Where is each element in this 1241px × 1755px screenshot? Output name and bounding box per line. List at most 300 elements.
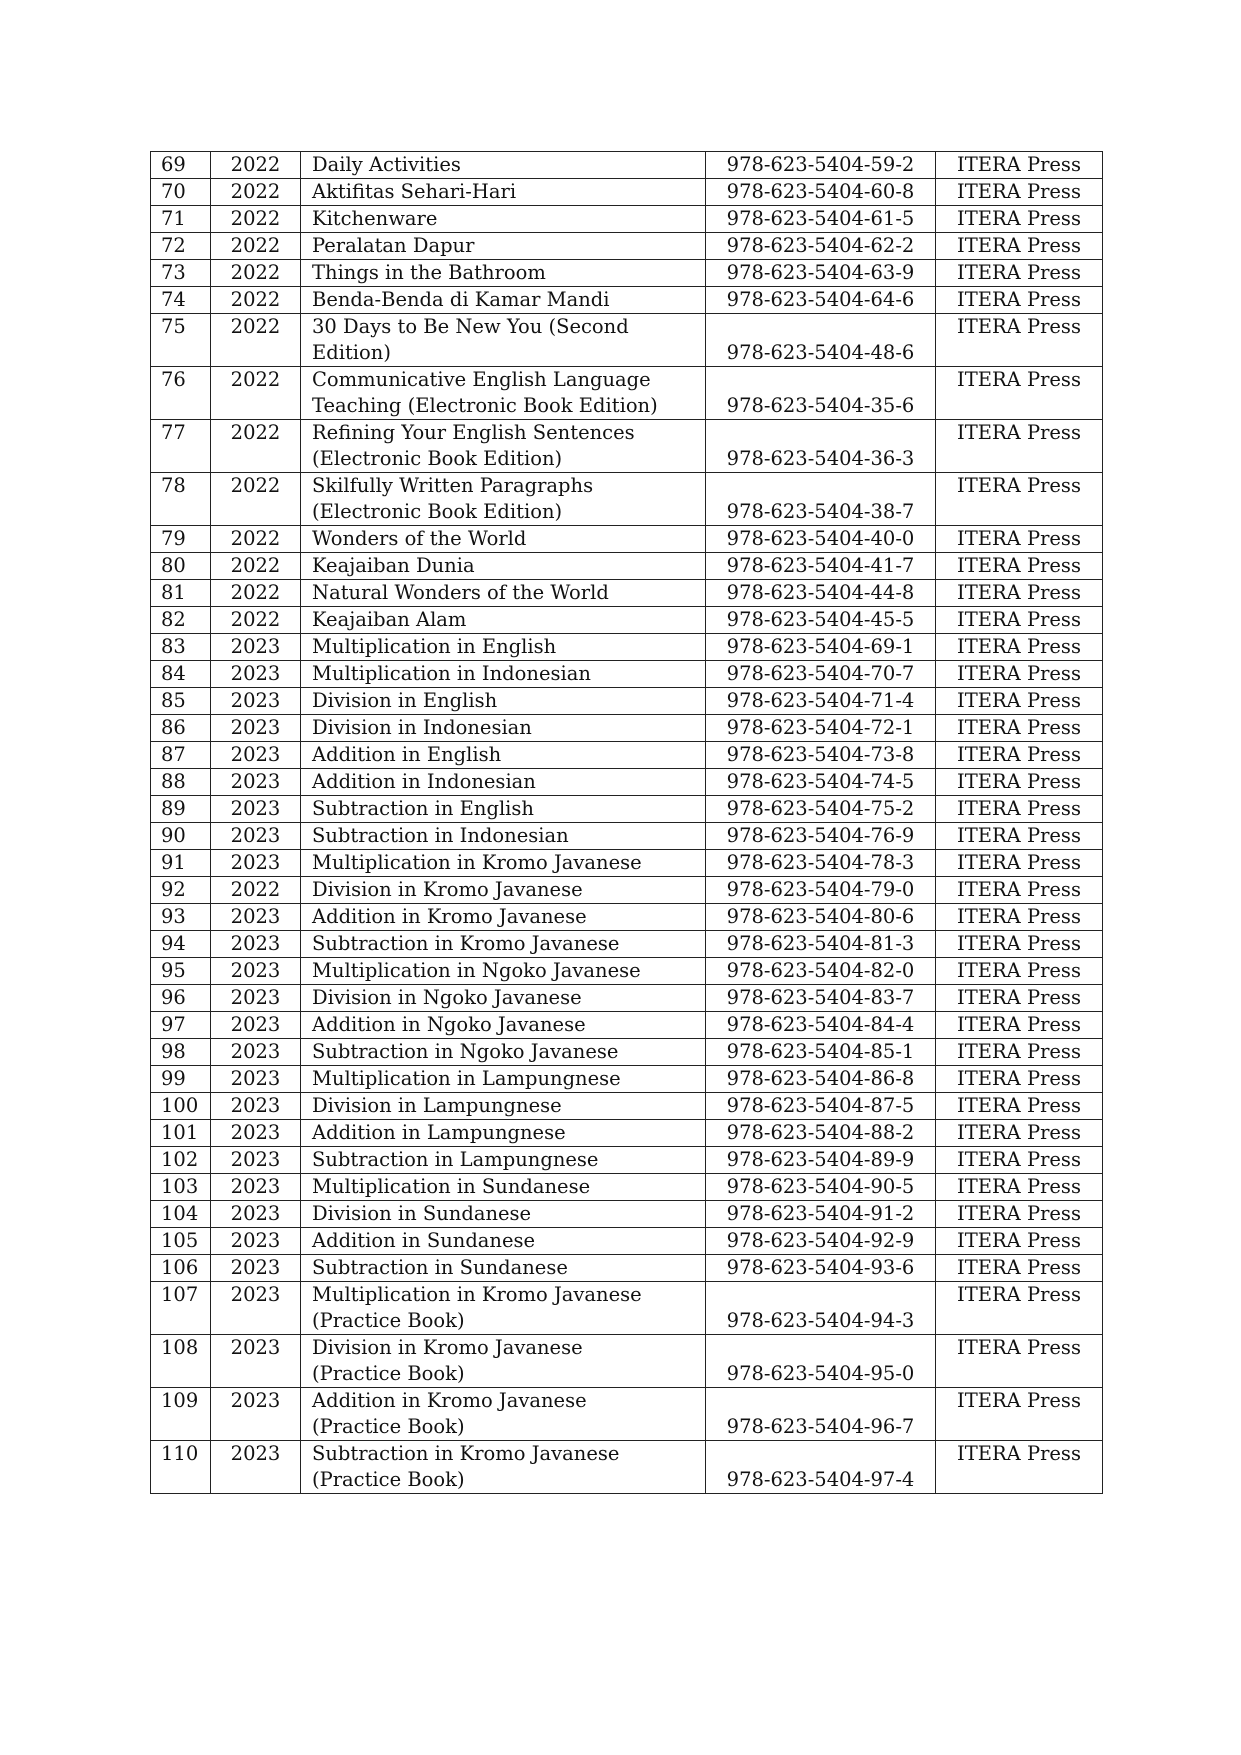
- table-row: [151, 769, 1103, 796]
- row-number-cell: 79: [151, 526, 211, 553]
- title-cell: [301, 931, 706, 958]
- publisher-cell: ITERA Press: [936, 634, 1103, 661]
- title-line: (Practice Book): [312, 1468, 465, 1491]
- isbn-cell: 978-623-5404-75-2: [706, 796, 936, 823]
- year-cell: 2022: [211, 877, 301, 904]
- table-row: [151, 985, 1103, 1012]
- title-line: Edition): [312, 341, 391, 364]
- year-cell: 2022: [211, 287, 301, 314]
- publisher-cell: ITERA Press: [936, 287, 1103, 314]
- publisher-cell: ITERA Press: [936, 1066, 1103, 1093]
- table-row: [151, 1228, 1103, 1255]
- title-line: Multiplication in Indonesian: [312, 662, 591, 685]
- publisher-cell: ITERA Press: [936, 260, 1103, 287]
- title-cell: [301, 1039, 706, 1066]
- title-line: Addition in Sundanese: [312, 1229, 536, 1252]
- row-number-cell: 86: [151, 715, 211, 742]
- table-row: [151, 367, 1103, 420]
- table-row: [151, 473, 1103, 526]
- table-row: [151, 904, 1103, 931]
- publisher-cell: ITERA Press: [936, 1120, 1103, 1147]
- title-line: Teaching (Electronic Book Edition): [312, 394, 658, 417]
- year-cell: 2023: [211, 931, 301, 958]
- title-cell: [301, 206, 706, 233]
- title-line: Daily Activities: [312, 153, 461, 176]
- year-cell: 2023: [211, 1066, 301, 1093]
- row-number-cell: 70: [151, 179, 211, 206]
- year-cell: 2023: [211, 1282, 301, 1335]
- year-cell: 2023: [211, 661, 301, 688]
- title-cell: [301, 367, 706, 420]
- title-line: (Practice Book): [312, 1415, 465, 1438]
- title-line: Division in Indonesian: [312, 716, 532, 739]
- title-line: (Practice Book): [312, 1362, 465, 1385]
- title-cell: [301, 314, 706, 367]
- row-number-cell: 76: [151, 367, 211, 420]
- title-line: Subtraction in Indonesian: [312, 824, 569, 847]
- title-cell: [301, 634, 706, 661]
- year-cell: 2023: [211, 1441, 301, 1494]
- publisher-cell: ITERA Press: [936, 769, 1103, 796]
- title-cell: [301, 1228, 706, 1255]
- isbn-cell: 978-623-5404-44-8: [706, 580, 936, 607]
- table-row: [151, 715, 1103, 742]
- year-cell: 2023: [211, 1147, 301, 1174]
- publisher-cell: ITERA Press: [936, 850, 1103, 877]
- row-number-cell: 87: [151, 742, 211, 769]
- title-cell: [301, 904, 706, 931]
- isbn-cell: 978-623-5404-73-8: [706, 742, 936, 769]
- row-number-cell: 92: [151, 877, 211, 904]
- table-row: [151, 233, 1103, 260]
- table-row: [151, 1388, 1103, 1441]
- year-cell: 2022: [211, 152, 301, 179]
- title-cell: [301, 233, 706, 260]
- year-cell: 2023: [211, 1012, 301, 1039]
- isbn-cell: 978-623-5404-88-2: [706, 1120, 936, 1147]
- row-number-cell: 71: [151, 206, 211, 233]
- title-cell: [301, 1441, 706, 1494]
- table-row: [151, 1441, 1103, 1494]
- publisher-cell: ITERA Press: [936, 420, 1103, 473]
- publisher-cell: ITERA Press: [936, 1093, 1103, 1120]
- title-line: Division in Ngoko Javanese: [312, 986, 582, 1009]
- isbn-cell: 978-623-5404-63-9: [706, 260, 936, 287]
- publisher-cell: ITERA Press: [936, 1388, 1103, 1441]
- title-line: (Practice Book): [312, 1309, 465, 1332]
- title-line: Skilfully Written Paragraphs: [312, 474, 594, 497]
- row-number-cell: 105: [151, 1228, 211, 1255]
- row-number-cell: 110: [151, 1441, 211, 1494]
- row-number-cell: 103: [151, 1174, 211, 1201]
- table-row: [151, 607, 1103, 634]
- table-row: [151, 1039, 1103, 1066]
- title-line: Addition in Lampungnese: [312, 1121, 566, 1144]
- row-number-cell: 75: [151, 314, 211, 367]
- year-cell: 2023: [211, 904, 301, 931]
- title-line: Peralatan Dapur: [312, 234, 475, 257]
- year-cell: 2023: [211, 1039, 301, 1066]
- title-cell: [301, 1388, 706, 1441]
- isbn-cell: 978-623-5404-93-6: [706, 1255, 936, 1282]
- row-number-cell: 101: [151, 1120, 211, 1147]
- publisher-cell: ITERA Press: [936, 985, 1103, 1012]
- row-number-cell: 69: [151, 152, 211, 179]
- publisher-cell: ITERA Press: [936, 958, 1103, 985]
- title-line: Multiplication in Sundanese: [312, 1175, 591, 1198]
- isbn-cell: 978-623-5404-40-0: [706, 526, 936, 553]
- title-line: Subtraction in Kromo Javanese: [312, 1442, 620, 1465]
- year-cell: 2023: [211, 958, 301, 985]
- table-row: [151, 1120, 1103, 1147]
- publisher-cell: ITERA Press: [936, 1147, 1103, 1174]
- title-cell: [301, 823, 706, 850]
- year-cell: 2022: [211, 367, 301, 420]
- year-cell: 2023: [211, 823, 301, 850]
- title-cell: [301, 1174, 706, 1201]
- title-line: Subtraction in Kromo Javanese: [312, 932, 620, 955]
- title-line: Kitchenware: [312, 207, 438, 230]
- isbn-cell: 978-623-5404-70-7: [706, 661, 936, 688]
- isbn-cell: 978-623-5404-86-8: [706, 1066, 936, 1093]
- publisher-cell: ITERA Press: [936, 553, 1103, 580]
- year-cell: 2022: [211, 473, 301, 526]
- table-row: [151, 850, 1103, 877]
- isbn-cell: 978-623-5404-82-0: [706, 958, 936, 985]
- row-number-cell: 90: [151, 823, 211, 850]
- isbn-cell: 978-623-5404-71-4: [706, 688, 936, 715]
- title-cell: [301, 473, 706, 526]
- publisher-cell: ITERA Press: [936, 1255, 1103, 1282]
- title-line: Multiplication in Kromo Javanese: [312, 851, 642, 874]
- isbn-cell: 978-623-5404-76-9: [706, 823, 936, 850]
- publisher-cell: ITERA Press: [936, 742, 1103, 769]
- isbn-cell: 978-623-5404-72-1: [706, 715, 936, 742]
- row-number-cell: 82: [151, 607, 211, 634]
- publisher-cell: ITERA Press: [936, 367, 1103, 420]
- isbn-cell: 978-623-5404-36-3: [706, 420, 936, 473]
- isbn-cell: 978-623-5404-92-9: [706, 1228, 936, 1255]
- row-number-cell: 98: [151, 1039, 211, 1066]
- publisher-cell: ITERA Press: [936, 904, 1103, 931]
- publications-table: [150, 151, 1103, 1494]
- isbn-cell: 978-623-5404-80-6: [706, 904, 936, 931]
- row-number-cell: 77: [151, 420, 211, 473]
- title-cell: [301, 985, 706, 1012]
- year-cell: 2023: [211, 769, 301, 796]
- isbn-cell: 978-623-5404-85-1: [706, 1039, 936, 1066]
- row-number-cell: 94: [151, 931, 211, 958]
- year-cell: 2022: [211, 420, 301, 473]
- title-cell: [301, 850, 706, 877]
- title-line: Subtraction in English: [312, 797, 534, 820]
- year-cell: 2022: [211, 607, 301, 634]
- title-line: Addition in Ngoko Javanese: [312, 1013, 586, 1036]
- title-line: Keajaiban Dunia: [312, 554, 475, 577]
- title-cell: [301, 769, 706, 796]
- title-cell: [301, 688, 706, 715]
- publisher-cell: ITERA Press: [936, 473, 1103, 526]
- publisher-cell: ITERA Press: [936, 152, 1103, 179]
- title-line: Division in Lampungnese: [312, 1094, 562, 1117]
- title-cell: [301, 1147, 706, 1174]
- year-cell: 2022: [211, 179, 301, 206]
- title-line: Division in Kromo Javanese: [312, 1336, 583, 1359]
- isbn-cell: 978-623-5404-89-9: [706, 1147, 936, 1174]
- isbn-cell: 978-623-5404-78-3: [706, 850, 936, 877]
- isbn-cell: 978-623-5404-79-0: [706, 877, 936, 904]
- table-row: [151, 152, 1103, 179]
- row-number-cell: 97: [151, 1012, 211, 1039]
- title-line: Division in Kromo Javanese: [312, 878, 583, 901]
- title-cell: [301, 661, 706, 688]
- year-cell: 2023: [211, 715, 301, 742]
- title-cell: [301, 152, 706, 179]
- title-cell: [301, 877, 706, 904]
- publisher-cell: ITERA Press: [936, 1282, 1103, 1335]
- row-number-cell: 106: [151, 1255, 211, 1282]
- title-line: Addition in Indonesian: [312, 770, 536, 793]
- document-page: [150, 151, 1102, 1494]
- year-cell: 2022: [211, 206, 301, 233]
- isbn-cell: 978-623-5404-62-2: [706, 233, 936, 260]
- publisher-cell: ITERA Press: [936, 526, 1103, 553]
- publisher-cell: ITERA Press: [936, 688, 1103, 715]
- title-cell: [301, 260, 706, 287]
- isbn-cell: 978-623-5404-60-8: [706, 179, 936, 206]
- isbn-cell: 978-623-5404-48-6: [706, 314, 936, 367]
- publisher-cell: ITERA Press: [936, 179, 1103, 206]
- year-cell: 2023: [211, 796, 301, 823]
- isbn-cell: 978-623-5404-81-3: [706, 931, 936, 958]
- table-row: [151, 1093, 1103, 1120]
- row-number-cell: 81: [151, 580, 211, 607]
- title-cell: [301, 420, 706, 473]
- table-row: [151, 206, 1103, 233]
- table-row: [151, 634, 1103, 661]
- title-cell: [301, 1066, 706, 1093]
- year-cell: 2023: [211, 634, 301, 661]
- year-cell: 2022: [211, 526, 301, 553]
- row-number-cell: 96: [151, 985, 211, 1012]
- row-number-cell: 78: [151, 473, 211, 526]
- row-number-cell: 107: [151, 1282, 211, 1335]
- row-number-cell: 73: [151, 260, 211, 287]
- title-line: 30 Days to Be New You (Second: [312, 315, 629, 338]
- year-cell: 2023: [211, 985, 301, 1012]
- title-cell: [301, 287, 706, 314]
- isbn-cell: 978-623-5404-95-0: [706, 1335, 936, 1388]
- title-cell: [301, 1255, 706, 1282]
- table-row: [151, 661, 1103, 688]
- title-line: Subtraction in Sundanese: [312, 1256, 568, 1279]
- isbn-cell: 978-623-5404-94-3: [706, 1282, 936, 1335]
- table-row: [151, 877, 1103, 904]
- year-cell: 2022: [211, 260, 301, 287]
- title-line: Division in Sundanese: [312, 1202, 532, 1225]
- title-line: (Electronic Book Edition): [312, 500, 563, 523]
- title-cell: [301, 179, 706, 206]
- year-cell: 2023: [211, 1388, 301, 1441]
- year-cell: 2023: [211, 1174, 301, 1201]
- publisher-cell: ITERA Press: [936, 661, 1103, 688]
- isbn-cell: 978-623-5404-96-7: [706, 1388, 936, 1441]
- publisher-cell: ITERA Press: [936, 1201, 1103, 1228]
- year-cell: 2023: [211, 1120, 301, 1147]
- table-row: [151, 688, 1103, 715]
- publisher-cell: ITERA Press: [936, 206, 1103, 233]
- publisher-cell: ITERA Press: [936, 580, 1103, 607]
- title-cell: [301, 553, 706, 580]
- table-row: [151, 287, 1103, 314]
- title-line: Division in English: [312, 689, 498, 712]
- title-line: Subtraction in Lampungnese: [312, 1148, 599, 1171]
- publisher-cell: ITERA Press: [936, 1012, 1103, 1039]
- year-cell: 2022: [211, 233, 301, 260]
- isbn-cell: 978-623-5404-41-7: [706, 553, 936, 580]
- title-line: Multiplication in Kromo Javanese: [312, 1283, 642, 1306]
- row-number-cell: 100: [151, 1093, 211, 1120]
- publisher-cell: ITERA Press: [936, 233, 1103, 260]
- publisher-cell: ITERA Press: [936, 877, 1103, 904]
- title-cell: [301, 1282, 706, 1335]
- year-cell: 2023: [211, 1228, 301, 1255]
- isbn-cell: 978-623-5404-69-1: [706, 634, 936, 661]
- row-number-cell: 83: [151, 634, 211, 661]
- year-cell: 2023: [211, 1335, 301, 1388]
- table-row: [151, 1255, 1103, 1282]
- publisher-cell: ITERA Press: [936, 607, 1103, 634]
- isbn-cell: 978-623-5404-97-4: [706, 1441, 936, 1494]
- title-cell: [301, 1201, 706, 1228]
- table-row: [151, 1335, 1103, 1388]
- table-row: [151, 1066, 1103, 1093]
- title-line: Multiplication in English: [312, 635, 557, 658]
- title-line: Addition in Kromo Javanese: [312, 1389, 587, 1412]
- title-line: Things in the Bathroom: [312, 261, 546, 284]
- isbn-cell: 978-623-5404-64-6: [706, 287, 936, 314]
- year-cell: 2022: [211, 580, 301, 607]
- year-cell: 2023: [211, 850, 301, 877]
- row-number-cell: 108: [151, 1335, 211, 1388]
- row-number-cell: 84: [151, 661, 211, 688]
- isbn-cell: 978-623-5404-45-5: [706, 607, 936, 634]
- title-line: Communicative English Language: [312, 368, 651, 391]
- title-cell: [301, 607, 706, 634]
- table-row: [151, 1147, 1103, 1174]
- title-cell: [301, 526, 706, 553]
- publications-table-body: [151, 152, 1103, 1494]
- publisher-cell: ITERA Press: [936, 1441, 1103, 1494]
- publisher-cell: ITERA Press: [936, 1335, 1103, 1388]
- row-number-cell: 102: [151, 1147, 211, 1174]
- title-cell: [301, 1012, 706, 1039]
- table-row: [151, 260, 1103, 287]
- table-row: [151, 420, 1103, 473]
- publisher-cell: ITERA Press: [936, 314, 1103, 367]
- table-row: [151, 1201, 1103, 1228]
- title-line: Keajaiban Alam: [312, 608, 467, 631]
- isbn-cell: 978-623-5404-61-5: [706, 206, 936, 233]
- title-line: Addition in Kromo Javanese: [312, 905, 587, 928]
- title-cell: [301, 580, 706, 607]
- table-row: [151, 796, 1103, 823]
- table-row: [151, 1012, 1103, 1039]
- table-row: [151, 742, 1103, 769]
- title-cell: [301, 715, 706, 742]
- title-line: (Electronic Book Edition): [312, 447, 563, 470]
- title-line: Natural Wonders of the World: [312, 581, 609, 604]
- row-number-cell: 104: [151, 1201, 211, 1228]
- title-line: Aktifitas Sehari-Hari: [312, 180, 517, 203]
- isbn-cell: 978-623-5404-84-4: [706, 1012, 936, 1039]
- table-row: [151, 314, 1103, 367]
- publisher-cell: ITERA Press: [936, 715, 1103, 742]
- isbn-cell: 978-623-5404-74-5: [706, 769, 936, 796]
- isbn-cell: 978-623-5404-59-2: [706, 152, 936, 179]
- publisher-cell: ITERA Press: [936, 931, 1103, 958]
- year-cell: 2022: [211, 314, 301, 367]
- year-cell: 2023: [211, 688, 301, 715]
- title-cell: [301, 742, 706, 769]
- title-line: Wonders of the World: [312, 527, 527, 550]
- title-line: Benda-Benda di Kamar Mandi: [312, 288, 610, 311]
- row-number-cell: 88: [151, 769, 211, 796]
- row-number-cell: 74: [151, 287, 211, 314]
- title-cell: [301, 1335, 706, 1388]
- table-row: [151, 553, 1103, 580]
- year-cell: 2023: [211, 742, 301, 769]
- year-cell: 2023: [211, 1093, 301, 1120]
- row-number-cell: 91: [151, 850, 211, 877]
- title-line: Multiplication in Ngoko Javanese: [312, 959, 641, 982]
- table-row: [151, 823, 1103, 850]
- row-number-cell: 72: [151, 233, 211, 260]
- isbn-cell: 978-623-5404-83-7: [706, 985, 936, 1012]
- table-row: [151, 526, 1103, 553]
- isbn-cell: 978-623-5404-91-2: [706, 1201, 936, 1228]
- isbn-cell: 978-623-5404-38-7: [706, 473, 936, 526]
- isbn-cell: 978-623-5404-35-6: [706, 367, 936, 420]
- table-row: [151, 958, 1103, 985]
- title-cell: [301, 1093, 706, 1120]
- table-row: [151, 179, 1103, 206]
- publisher-cell: ITERA Press: [936, 796, 1103, 823]
- year-cell: 2023: [211, 1255, 301, 1282]
- isbn-cell: 978-623-5404-90-5: [706, 1174, 936, 1201]
- row-number-cell: 89: [151, 796, 211, 823]
- row-number-cell: 93: [151, 904, 211, 931]
- table-row: [151, 580, 1103, 607]
- year-cell: 2023: [211, 1201, 301, 1228]
- title-cell: [301, 1120, 706, 1147]
- row-number-cell: 109: [151, 1388, 211, 1441]
- row-number-cell: 99: [151, 1066, 211, 1093]
- row-number-cell: 85: [151, 688, 211, 715]
- publisher-cell: ITERA Press: [936, 1174, 1103, 1201]
- publisher-cell: ITERA Press: [936, 1039, 1103, 1066]
- publisher-cell: ITERA Press: [936, 1228, 1103, 1255]
- row-number-cell: 80: [151, 553, 211, 580]
- table-row: [151, 1282, 1103, 1335]
- title-line: Addition in English: [312, 743, 502, 766]
- title-line: Refining Your English Sentences: [312, 421, 635, 444]
- title-cell: [301, 796, 706, 823]
- title-line: Subtraction in Ngoko Javanese: [312, 1040, 619, 1063]
- publisher-cell: ITERA Press: [936, 823, 1103, 850]
- title-line: Multiplication in Lampungnese: [312, 1067, 621, 1090]
- table-row: [151, 1174, 1103, 1201]
